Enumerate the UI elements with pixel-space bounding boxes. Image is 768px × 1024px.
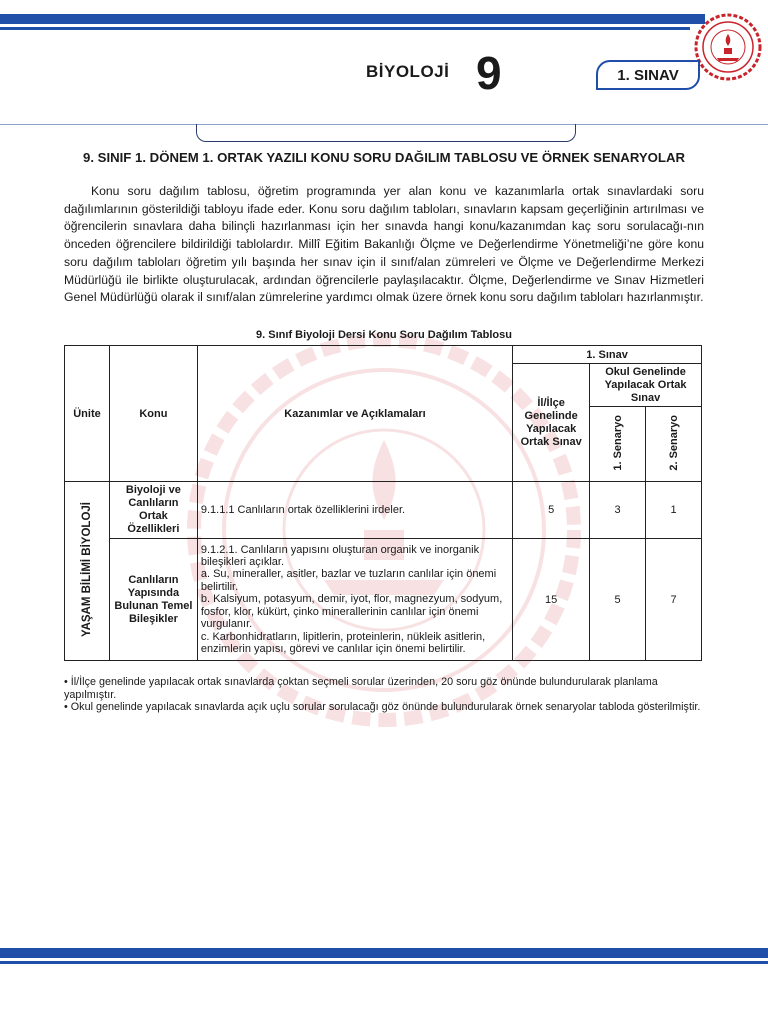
grade-number: 9 <box>476 47 502 99</box>
scenario-2-count: 1 <box>646 482 702 539</box>
unit-cell <box>65 482 110 661</box>
scenario-1-count: 3 <box>590 482 646 539</box>
header-scenario-2-label: 2. Senaryo <box>667 414 680 471</box>
note-item: • İl/İlçe genelinde yapılacak ortak sınavlarda çoktan seçmeli sorular üzerinden, 20 soru göz önünde bulundurularak planlama yapılmıştır. <box>64 676 658 701</box>
meb-seal-icon <box>693 12 763 82</box>
unit-label: YAŞAM BİLİMİ BİYOLOJİ <box>80 501 93 638</box>
province-count: 15 <box>513 539 590 661</box>
bottom-decorative-line <box>0 961 768 964</box>
outcome-line: b. Kalsiyum, potasyum, demir, iyot, flor, magnezyum, sodyum, fosfor, klor, kükürt, çinko minerallerinin canlılar için önemi vurgulanır. <box>200 593 503 631</box>
header-bracket <box>196 124 576 142</box>
table-row <box>65 539 702 661</box>
table-caption: 9. Sınıf Biyoloji Dersi Konu Soru Dağılım Tablosu <box>256 329 512 341</box>
header-outcomes: Kazanımlar ve Açıklamaları <box>197 346 512 482</box>
outcome-cell: 9.1.1.1 Canlıların ortak özelliklerini irdeler. <box>197 482 512 539</box>
scenario-2-count: 7 <box>646 539 702 661</box>
topic-cell: Canlıların Yapısında Bulunan Temel Bileşikler <box>109 539 197 661</box>
table-row <box>65 482 702 539</box>
bottom-decorative-stripe <box>0 948 768 958</box>
document-title: 9. SINIF 1. DÖNEM 1. ORTAK YAZILI KONU SORU DAĞILIM TABLOSU VE ÖRNEK SENARYOLAR <box>82 150 686 165</box>
outcome-cell <box>197 539 512 661</box>
outcome-line: c. Karbonhidratların, lipitlerin, proteinlerin, nükleik asitlerin, enzimlerin yapısı, görevi ve canlılar için önemi belirtilir. <box>200 630 486 655</box>
top-decorative-line <box>0 27 690 30</box>
header-unit: Ünite <box>65 346 110 482</box>
intro-paragraph <box>64 183 704 307</box>
header-school-exam: Okul Genelinde Yapılacak Ortak Sınav <box>590 364 702 407</box>
header-scenario-1 <box>590 407 646 482</box>
header-topic: Konu <box>109 346 197 482</box>
topic-cell: Biyoloji ve Canlıların Ortak Özellikleri <box>109 482 197 539</box>
notes <box>64 676 704 714</box>
top-decorative-stripe <box>0 14 705 24</box>
header-scenario-2 <box>646 407 702 482</box>
intro-text: Konu soru dağılım tablosu, öğretim programında yer alan konu ve kazanımlarla ortak sınavlardaki soru dağılımlarının gösterildiği tabloyu ifade eder. Konu soru dağılım tabloları, sınavların kapsam geçerliğinin artırılması ve öğrencilerin sınavlara daha bilinçli hazırlanması için her sınavda hangi konu/kazanımdan kaç soru sorulacağı-nın önceden öğrencilere bildirildiği tablolardır. Millî Eğitim Bakanlığı Ölçme ve Değerlendirme Yönetmeliği’ne göre konu soru dağılım tabloları öğretim yılı başında her sınav için il sınıf/alan zümreleri ve Ölçme ve Değerlendirme Merkezi Müdürlüğü ile birlikte oluşturulacak, ardından öğrencilerle paylaşılacaktır. Ölçme, Değerlendirme ve Sınav Hizmetleri Genel Müdürlüğü olarak il sınıf/alan zümrelerine yardımcı olmak üzere örnek konu soru dağılım tabloları hazırlanmıştır. <box>64 184 704 305</box>
header-scenario-1-label: 1. Senaryo <box>611 414 624 471</box>
province-count: 5 <box>513 482 590 539</box>
outcome-line: 9.1.2.1. Canlıların yapısını oluşturan organik ve inorganik bileşikleri açıklar. <box>200 543 480 569</box>
topic-distribution-table <box>64 345 702 661</box>
note-item: • Okul genelinde yapılacak sınavlarda açık uçlu sorular sorulacağı göz önünde bulundurularak örnek senaryolar tabloda gösterilmiştir. <box>64 701 701 714</box>
header-exam: 1. Sınav <box>513 346 702 364</box>
scenario-1-count: 5 <box>590 539 646 661</box>
subject-title: BİYOLOJİ <box>366 62 450 81</box>
header-province-exam: İl/İlçe Genelinde Yapılacak Ortak Sınav <box>513 364 590 482</box>
exam-tab: 1. SINAV <box>596 60 700 90</box>
outcome-line: a. Su, mineraller, asitler, bazlar ve tuzların canlılar için önemi belirtilir. <box>200 568 497 593</box>
